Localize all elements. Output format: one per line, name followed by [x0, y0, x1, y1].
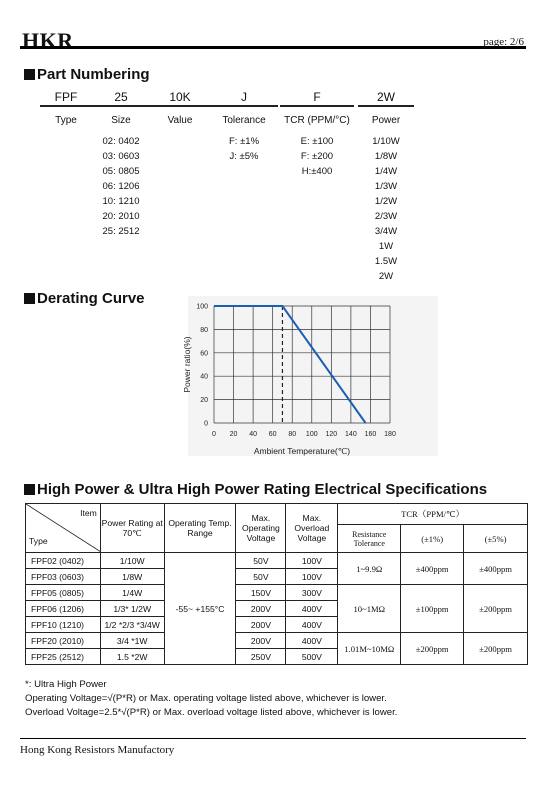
pn-code-size: 25 [92, 90, 150, 107]
row-op-voltage: 50V [236, 569, 286, 585]
pn-code-power: 2W [358, 90, 414, 107]
y-tick-label: 100 [196, 303, 208, 311]
pn-col-value [150, 90, 210, 126]
row-op-voltage: 50V [236, 553, 286, 569]
x-axis-label: Ambient Temperature(℃) [253, 446, 351, 456]
pn-power-value: 3/4W [374, 226, 398, 237]
x-tick-label: 100 [305, 431, 318, 438]
pn-col-tolerance [210, 90, 278, 164]
header-rule [20, 46, 526, 49]
note-overload-voltage: Overload Voltage=2.5*√(P*R) or Max. overload voltage listed above, whichever is lower. [25, 707, 398, 718]
pn-label-size: Size [111, 115, 131, 126]
row-over-voltage: 400V [286, 617, 338, 633]
tcr-tol-5: ±400ppm [464, 553, 528, 585]
pn-col-size [92, 90, 150, 239]
y-tick-label: 0 [204, 420, 208, 428]
tcr-tol-1: ±400ppm [401, 553, 464, 585]
row-op-voltage: 200V [236, 601, 286, 617]
y-tick-label: 60 [200, 350, 208, 358]
pn-size-value: 06: 1206 [102, 181, 140, 192]
row-over-voltage: 100V [286, 569, 338, 585]
derating-title: Derating Curve [37, 290, 145, 307]
y-tick-label: 80 [200, 326, 208, 334]
bullet-square-icon [24, 69, 35, 80]
derating-heading [24, 290, 145, 307]
x-tick-label: 120 [325, 431, 338, 438]
pn-tcr-value: F: ±200 [300, 151, 334, 162]
row-over-voltage: 400V [286, 633, 338, 649]
tcr-range: 1.01M~10MΩ [338, 633, 401, 665]
header-power: Power Rating at 70℃ [100, 504, 164, 553]
tcr-tol-1: ±200ppm [401, 633, 464, 665]
brand-logo: HKR [22, 28, 74, 53]
pn-tolerance-value: F: ±1% [228, 136, 260, 147]
pn-size-value: 02: 0402 [102, 136, 140, 147]
x-tick-label: 60 [268, 431, 277, 438]
pn-power-value: 1/4W [374, 166, 398, 177]
row-power: 1/3* 1/2W [100, 601, 164, 617]
header-tol-1: (±1%) [401, 525, 464, 553]
bullet-square-icon [24, 484, 35, 495]
x-tick-label: 40 [249, 431, 258, 438]
pn-tcr-value: E: ±100 [300, 136, 334, 147]
pn-size-value: 25: 2512 [102, 226, 140, 237]
pn-tcr-values [280, 134, 354, 179]
tcr-tol-5: ±200ppm [464, 585, 528, 633]
header-tcr: TCR（PPM/℃） [338, 504, 528, 525]
pn-power-value: 2/3W [374, 211, 398, 222]
part-numbering-heading [24, 66, 150, 83]
row-op-voltage: 200V [236, 617, 286, 633]
pn-size-value: 05: 0805 [102, 166, 140, 177]
y-tick-label: 40 [200, 373, 208, 381]
row-type: FPF10 (1210) [26, 617, 101, 633]
pn-power-value: 1/2W [374, 196, 398, 207]
pn-code-tolerance: J [210, 90, 278, 107]
row-op-voltage: 250V [236, 649, 286, 665]
row-over-voltage: 400V [286, 601, 338, 617]
item-type-header [26, 504, 101, 553]
x-tick-label: 0 [212, 431, 216, 438]
x-tick-label: 140 [345, 431, 357, 438]
row-op-voltage: 150V [236, 585, 286, 601]
row-type: FPF05 (0805) [26, 585, 101, 601]
pn-label-tcr: TCR (PPM/°C) [284, 115, 350, 126]
row-power: 1/10W [100, 553, 164, 569]
pn-tolerance-value: J: ±5% [229, 151, 259, 162]
row-type: FPF20 (2010) [26, 633, 101, 649]
note-operating-voltage: Operating Voltage=√(P*R) or Max. operating voltage listed above, whichever is lower. [25, 693, 387, 704]
x-tick-label: 20 [229, 431, 238, 438]
page-number: page: 2/6 [483, 36, 524, 48]
pn-col-power [358, 90, 414, 284]
derating-chart [180, 296, 440, 466]
pn-tcr-value: H:±400 [301, 166, 333, 177]
pn-size-values [92, 134, 150, 239]
row-over-voltage: 100V [286, 553, 338, 569]
pn-col-type [40, 90, 92, 126]
header-temp: Operating Temp. Range [164, 504, 236, 553]
row-type: FPF06 (1206) [26, 601, 101, 617]
header-resistance-tolerance: Resistance Tolerance [338, 525, 401, 553]
x-tick-label: 160 [364, 431, 377, 438]
pn-code-value: 10K [150, 90, 210, 107]
tcr-tol-5: ±200ppm [464, 633, 528, 665]
bullet-square-icon [24, 293, 35, 304]
x-tick-label: 180 [384, 431, 396, 438]
y-tick-label: 20 [200, 397, 208, 405]
tcr-tol-1: ±100ppm [401, 585, 464, 633]
row-type: FPF25 (2512) [26, 649, 101, 665]
header-item: Item [80, 508, 97, 518]
header-max-overload: Max. Overload Voltage [286, 504, 338, 553]
row-op-voltage: 200V [236, 633, 286, 649]
pn-code-tcr: F [280, 90, 354, 107]
pn-tolerance-values [210, 134, 278, 164]
table-row [26, 585, 528, 601]
pn-power-value: 1/8W [374, 151, 398, 162]
row-type: FPF03 (0603) [26, 569, 101, 585]
table-row [26, 553, 528, 569]
row-over-voltage: 500V [286, 649, 338, 665]
note-ultra-high-power: *: Ultra High Power [25, 679, 107, 690]
derating-line [214, 306, 366, 423]
pn-power-values [358, 134, 414, 284]
x-tick-label: 80 [288, 431, 297, 438]
pn-size-value: 03: 0603 [102, 151, 140, 162]
row-power: 1/2 *2/3 *3/4W [100, 617, 164, 633]
table-row [26, 633, 528, 649]
row-over-voltage: 300V [286, 585, 338, 601]
header-type: Type [29, 536, 48, 546]
pn-power-value: 1/10W [372, 136, 400, 147]
footer-company: Hong Kong Resistors Manufactory [20, 744, 175, 756]
row-power: 3/4 *1W [100, 633, 164, 649]
pn-power-value: 1.5W [374, 256, 398, 267]
pn-label-tolerance: Tolerance [222, 115, 266, 126]
tcr-range: 10~1MΩ [338, 585, 401, 633]
row-power: 1/8W [100, 569, 164, 585]
pn-power-value: 1/3W [374, 181, 398, 192]
row-type: FPF02 (0402) [26, 553, 101, 569]
pn-power-value: 1W [378, 241, 394, 252]
pn-size-value: 20: 2010 [102, 211, 140, 222]
table-header-row [26, 504, 528, 525]
footer-rule [20, 738, 526, 739]
spec-table [25, 503, 528, 665]
row-power: 1.5 *2W [100, 649, 164, 665]
pn-code-type: FPF [40, 90, 92, 107]
pn-label-value: Value [167, 115, 193, 126]
pn-label-type: Type [55, 115, 77, 126]
tcr-range: 1~9.9Ω [338, 553, 401, 585]
y-axis-label: Power ratio(%) [182, 336, 192, 393]
pn-power-value: 2W [378, 271, 394, 282]
spec-title: High Power & Ultra High Power Rating Electrical Specifications [37, 481, 488, 498]
pn-col-tcr [280, 90, 354, 179]
spec-heading [24, 481, 487, 498]
pn-label-power: Power [371, 115, 401, 126]
pn-size-value: 10: 1210 [102, 196, 140, 207]
header-max-operating: Max. Operating Voltage [236, 504, 286, 553]
header-tol-5: (±5%) [464, 525, 528, 553]
part-numbering-title: Part Numbering [37, 66, 150, 83]
row-power: 1/4W [100, 585, 164, 601]
temp-range: -55~ +155°C [164, 553, 236, 665]
